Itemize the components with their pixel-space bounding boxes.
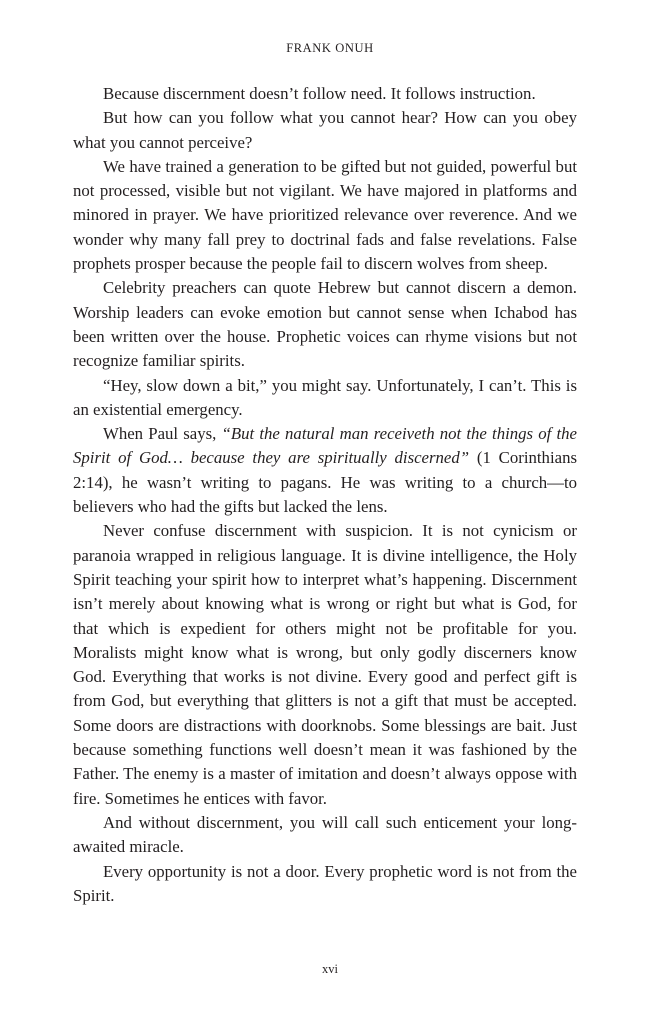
paragraph: Every opportunity is not a door. Every prophetic word is not from the Spirit. (73, 861, 577, 905)
paragraph: Because discernment doesn’t follow need. It follows instruction. (103, 84, 536, 103)
running-head: FRANK ONUH (286, 41, 374, 55)
scripture-quote: “But the natural man receiveth not the things of the Spirit of God… because they are spiritually discerned” (73, 424, 577, 468)
paragraph-trailing-text: (1 Corinthians 2:14), he wasn’t writing to pagans. He was writing to a church—to believers who had the gifts but lacked the lens. (73, 448, 577, 517)
body-text (73, 82, 577, 908)
paragraph: “Hey, slow down a bit,” you might say. Unfortunately, I can’t. This is an existential emergency. (73, 375, 577, 419)
paragraph: Celebrity preachers can quote Hebrew but cannot discern a demon. Worship leaders can evoke emotion but cannot sense when Ichabod has been written over the house. Prophetic voices can rhyme visions but not recognize familiar spirits. (73, 278, 577, 371)
paragraph-lead-text: When Paul says, (103, 424, 222, 444)
paragraph: Never confuse discernment with suspicion. It is not cynicism or paranoia wrapped in religious language. It is divine intelligence, the Holy Spirit teaching your spirit how to interpret what’s happening. Discernment isn’t merely about knowing what is wrong or right but what is God, for that which is expedient for others might not be profitable for you. Moralists might know what is wrong, but only godly discerners know God. Everything that works is not divine. Every good and perfect gift is from God, but everything that glitters is not a gift that must be accepted. Some doors are distractions with doorknobs. Some blessings are bait. Just because something functions well doesn’t mean it was fashioned by the Father. The enemy is a master of imitation and doesn’t always oppose with fire. Sometimes he entices with favor. (73, 521, 577, 808)
paragraph: And without discernment, you will call such enticement your long-awaited miracle. (73, 812, 577, 857)
paragraph: But how can you follow what you cannot hear? How can you obey what you cannot perceive? (73, 108, 577, 152)
paragraph: We have trained a generation to be gifted but not guided, powerful but not processed, visible but not vigilant. We have majored in platforms and minored in prayer. We have prioritized relevance over reverence. And we wonder why many fall prey to doctrinal fads and false revelations. False prophets prosper because the people fail to discern wolves from sheep. (73, 156, 577, 274)
page-number: xvi (322, 962, 338, 976)
paragraph-with-scripture-quote (73, 422, 577, 519)
